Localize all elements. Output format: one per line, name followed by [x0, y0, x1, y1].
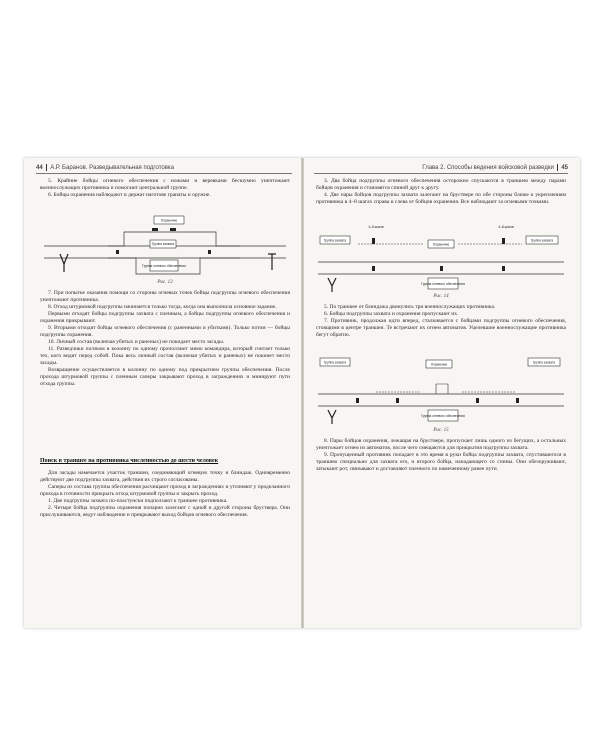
fig14-capture-right-label: Группа захвата: [530, 238, 554, 243]
figure-15: [316, 354, 566, 426]
right-running-title: Глава 2. Способы ведения войсковой разведки: [422, 165, 554, 172]
fig15-capture-left-label: Группа захвата: [323, 360, 347, 365]
fig14-steps-left: 4–8 шагов: [368, 225, 384, 229]
paragraph: 7. При попытке оказания помощи со стороны огневых точек бойцы подгруппы огневого обеспечения уничтожают противника.: [40, 290, 290, 303]
paragraph: 1. Две подгруппы захвата по-пластунски подползают к траншее противника.: [48, 498, 228, 504]
right-page: [308, 158, 574, 628]
fig14-guard-label: Охранение: [432, 242, 450, 247]
right-page-number: 45: [561, 165, 568, 172]
fig14-steps-right: 4–8 шагов: [498, 225, 514, 229]
paragraph: Для засады намечается участок траншеи, соединяющий огневую точку и блиндаж. Одновременно действуют две подгруппы захвата, действия их строго согласованы.: [40, 470, 290, 483]
fig14-capture-left-label: Группа захвата: [323, 238, 347, 243]
paragraph: 4. Две пары бойцов подгруппы захвата залегают на бруствере по обе стороны ближе к укреплениям противника в 4–8 шагах справа и слева от бойцов охранения. Все наблюдают за огневыми точками.: [316, 192, 566, 205]
fig15-guard-label: Охранение: [430, 362, 448, 367]
paragraph: 3. Два бойца подгруппы огневого обеспечения осторожно спускаются в траншею между парами бойцов охранения и становятся спиной друг к другу.: [316, 178, 566, 191]
paragraph: 5. Крайние бойцы огневого обеспечения с ножами и веревками бесшумно уничтожают военнослужащих противника и помогают центральной группе.: [40, 178, 290, 191]
figure-14-caption: Рис. 14: [433, 294, 449, 299]
left-bottom-text: [40, 470, 290, 519]
left-running-title: А.Р. Баранов. Разведывательная подготовка: [50, 165, 174, 172]
fig13-fire-label: Группа огневого обеспечения: [142, 264, 186, 268]
left-page-number: 44: [36, 165, 43, 172]
paragraph: 10. Личный состав (включая убитых и раненых) не покидает место засады.: [48, 339, 225, 345]
book-spread: [24, 158, 580, 628]
book-spine: [301, 158, 304, 628]
left-page: [30, 158, 298, 628]
right-bottom-text: [316, 438, 566, 473]
left-running-head: [36, 164, 292, 174]
paragraph: 7. Противник, продолжая идти вперед, сталкивается с бойцами подгруппы огневого обеспечения, стоящими в центре траншеи. Те встречают их огнем автоматов. Уцелевшие военнослужащие противника бегут обратно.: [316, 318, 566, 338]
paragraph: Саперы из состава группы обеспечения расчищают проход в заграждениях и уточняют у проделанного прохода в готовности прикрыть отход штурмовой группы и закрыть проход.: [40, 484, 290, 497]
paragraph: 2. Четыре бойца подгруппы охранения попарно залегают с одной и другой стороны бруствера. Они прислушиваются, ведут наблюдение и прикрывают выход бойцов огневого обеспечения.: [40, 505, 290, 518]
paragraph: 9. Пропущенный противник попадает в это время в руки бойца подгруппы захвата, спустившегося в траншею специально для захвата его, и второго бойца, нападающего со спины. Они обезоруживают, затыкают рот, связывают и доставляют пленного по намеченному ранее пути.: [316, 452, 566, 472]
paragraph: 8. Пары бойцов охранения, лежащая на бруствере, пропускает лишь одного из бегущих, а остальных уничтожает огнем из автоматов, после чего смещаются для прикрытия подгруппы захвата.: [316, 438, 566, 451]
left-mid-text: [40, 290, 290, 388]
paragraph: 8. Отход штурмовой подгруппы начинается только тогда, когда она выполнила основное задание.: [48, 304, 277, 310]
left-top-text: [40, 178, 290, 199]
fig15-capture-right-label: Группа захвата: [532, 360, 556, 365]
figure-13-caption: Рис. 13: [157, 280, 173, 285]
fig13-guard-label: Охранение: [160, 218, 178, 223]
figure-14: [316, 222, 566, 294]
figure-15-caption: Рис. 15: [433, 428, 449, 433]
right-top-text: [316, 178, 566, 206]
paragraph: 9. Вторыми отходят бойцы огневого обеспечения (с раненными и убитыми). Только потом — бойцы подгруппы охранения.: [40, 325, 290, 338]
right-mid-text: [316, 304, 566, 339]
paragraph: Первыми отходят бойцы подгруппы захвата с пленным, а бойцы подгруппы огневого обеспечения и охранения прикрывают.: [40, 311, 290, 324]
paragraph: Возвращение осуществляется в колонну по одному под прикрытием группы обеспечения. После прохода штурмовой группы с пленным саперы закрывают проход в заграждениях и минируют пути отхода группы.: [40, 367, 290, 387]
paragraph: 6. Бойцы охранения наблюдают и держат наготове гранаты и оружие.: [48, 192, 211, 198]
section-heading: Поиск в траншее на противника численностью до шести человек: [40, 458, 219, 464]
right-running-head: [314, 164, 568, 174]
paragraph: 5. По траншее от блиндажа двинулись три военнослужащих противника.: [324, 304, 496, 310]
fig14-fire-label: Группа огневого обеспечения: [421, 282, 465, 286]
paragraph: 11. Разведчики ползком в колонну по одному проползают мимо командира, который считает только тех, кого видит перед собой. Пока весь личный состав (включая убитых и раненых) не покинет место засады.: [40, 346, 290, 366]
fig15-fire-label: Группа огневого обеспечения: [421, 414, 465, 418]
fig13-capture-label: Группа захвата: [151, 242, 175, 246]
paragraph: 6. Бойцы подгруппы захвата и охранения пропускают их.: [324, 311, 459, 317]
figure-13: [40, 214, 290, 280]
